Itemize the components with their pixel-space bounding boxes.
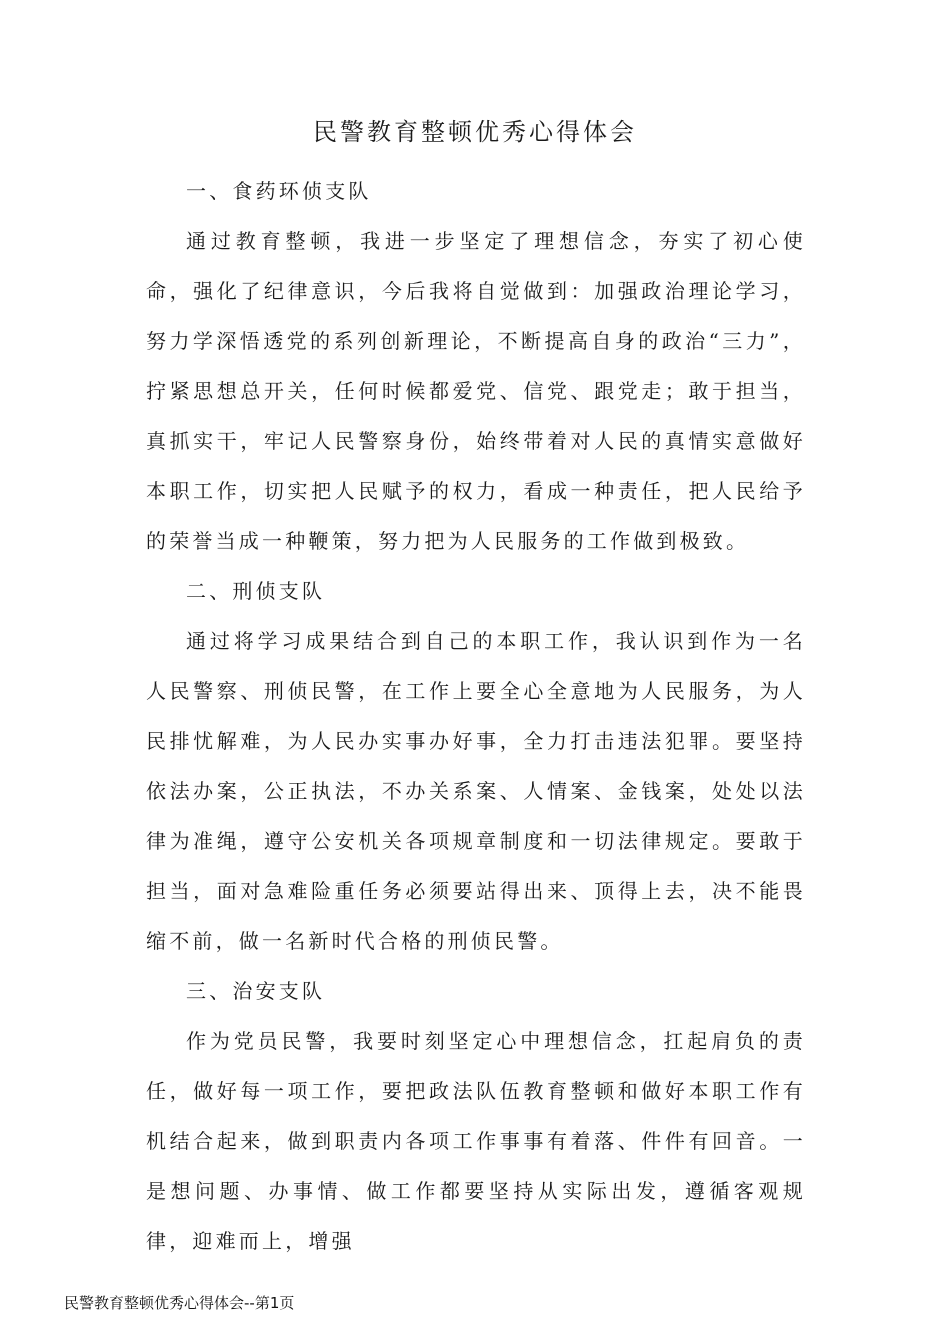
body-paragraph: 通过将学习成果结合到自己的本职工作，我认识到作为一名人民警察、刑侦民警，在工作上要全心全意地为人民服务，为人民排忧解难，为人民办实事办好事，全力打击违法犯罪。要坚持依法办案，公正执法，不办关系案、人情案、金钱案，处处以法律为准绳，遵守公安机关各项规章制度和一切法律规定。要敢于担当，面对急难险重任务必须要站得出来、顶得上去，决不能畏缩不前，做一名新时代合格的刑侦民警。 bbox=[146, 629, 806, 953]
body-paragraph: 作为党员民警，我要时刻坚定心中理想信念，扛起肩负的责任，做好每一项工作，要把政法队伍教育整顿和做好本职工作有机结合起来，做到职责内各项工作事事有着落、件件有回音。一是想问题、办事情、做工作都要坚持从实际出发，遵循客观规律，迎难而上，增强 bbox=[146, 1029, 806, 1253]
section-heading: 二、刑侦支队 bbox=[186, 579, 326, 603]
body-paragraph: 通过教育整顿，我进一步坚定了理想信念，夯实了初心使命，强化了纪律意识，今后我将自觉做到：加强政治理论学习，努力学深悟透党的系列创新理论，不断提高自身的政治“三力”，拧紧思想总开关，任何时候都爱党、信党、跟党走；敢于担当，真抓实干，牢记人民警察身份，始终带着对人民的真情实意做好本职工作，切实把人民赋予的权力，看成一种责任，把人民给予的荣誉当成一种鞭策，努力把为人民服务的工作做到极致。 bbox=[146, 229, 806, 553]
document-body bbox=[146, 166, 806, 1266]
section-heading: 一、食药环侦支队 bbox=[186, 179, 372, 203]
document-title: 民警教育整顿优秀心得体会 bbox=[313, 118, 637, 146]
page-footer: 民警教育整顿优秀心得体会--第1页 bbox=[64, 1294, 295, 1312]
section-heading: 三、治安支队 bbox=[186, 979, 326, 1003]
